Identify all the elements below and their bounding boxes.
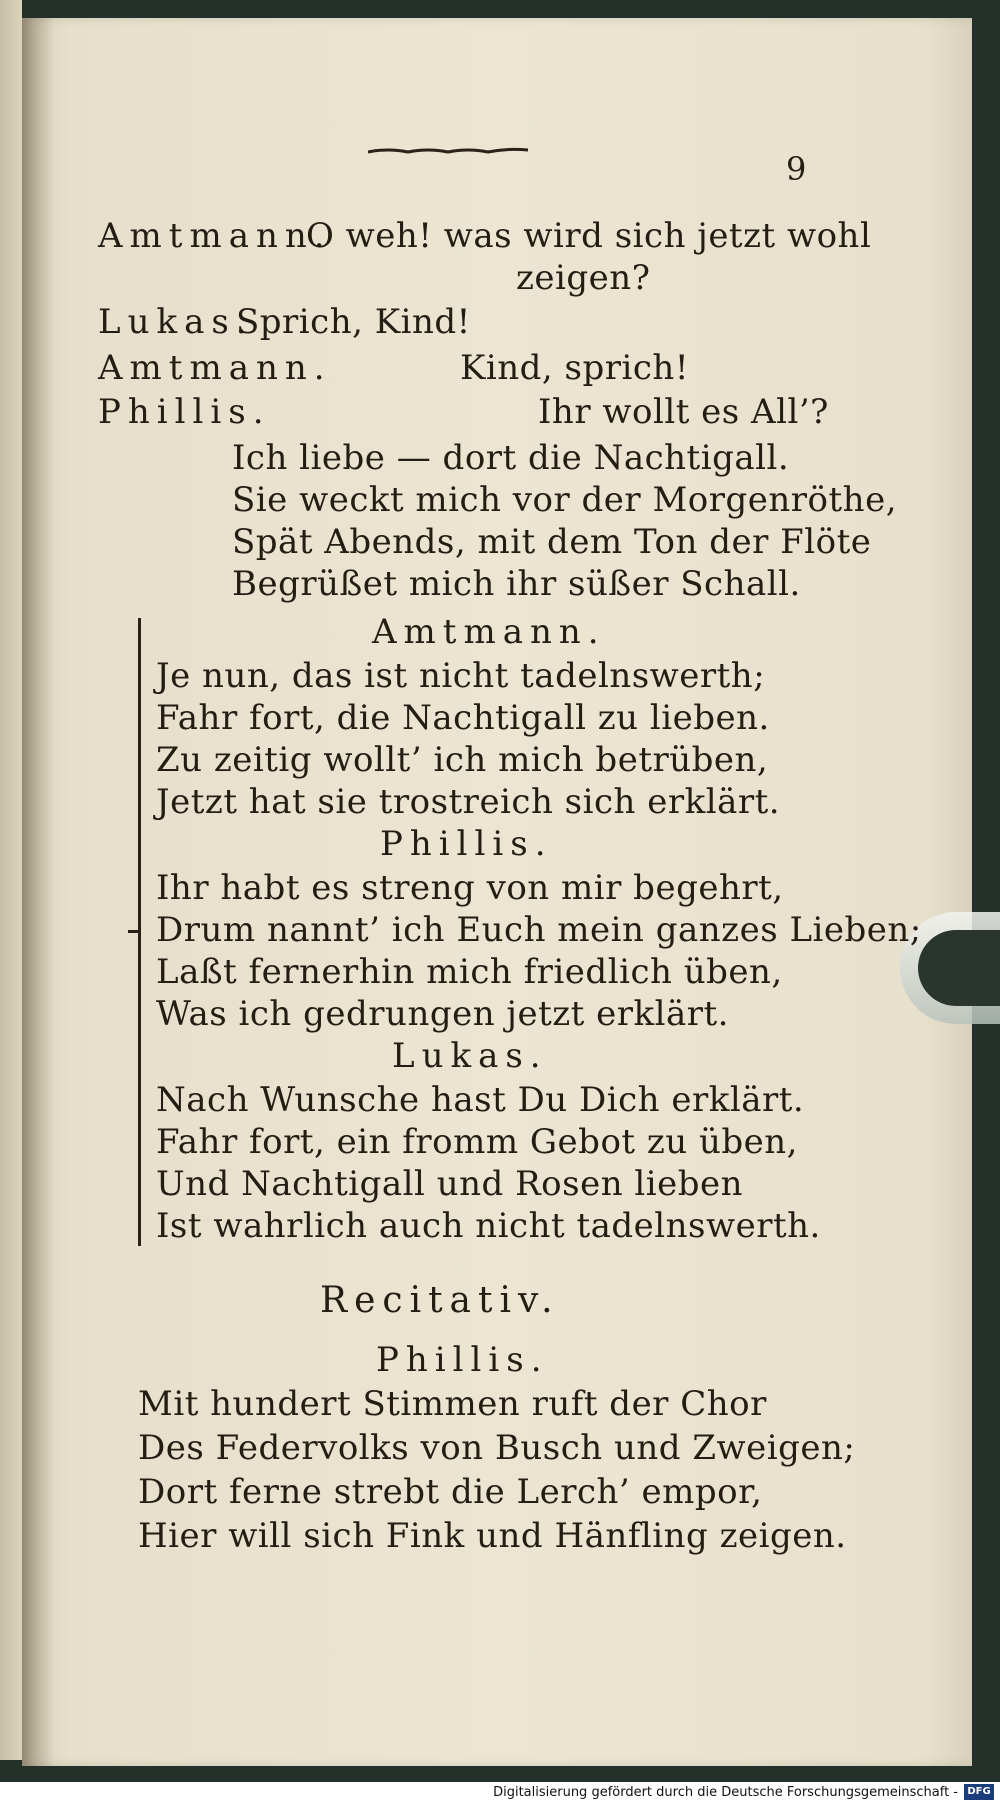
verse-line: Des Federvolks von Busch und Zweigen; — [138, 1428, 856, 1468]
speaker-heading: Phillis. — [376, 1340, 549, 1380]
dialogue-line: Kind, sprich! — [460, 348, 689, 388]
previous-page-edge — [0, 0, 22, 1760]
dfg-logo: DFG — [964, 1784, 994, 1800]
dialogue-line: Ihr wollt es All’? — [538, 392, 829, 432]
verse-line: Drum nannt’ ich Euch mein ganzes Lieben; — [156, 910, 922, 950]
verse-line: Jetzt hat sie trostreich sich erklärt. — [156, 782, 781, 822]
page-number: 9 — [786, 150, 807, 188]
verse-line: Sie weckt mich vor der Morgenröthe, — [232, 480, 898, 520]
verse-line: Zu zeitig wollt’ ich mich betrüben, — [156, 740, 769, 780]
verse-line: Nach Wunsche hast Du Dich erklärt. — [156, 1080, 805, 1120]
verse-line: Was ich gedrungen jetzt erklärt. — [156, 994, 729, 1034]
speaker-label: Phillis. — [98, 392, 271, 432]
speaker-heading: Phillis. — [380, 824, 553, 864]
dialogue-line: Sprich, Kind! — [236, 302, 471, 342]
verse-line: Hier will sich Fink und Hänfling zeigen. — [138, 1516, 847, 1556]
gutter-shadow — [22, 18, 54, 1766]
speaker-heading: Amtmann. — [372, 612, 606, 652]
speaker-label: Amtmann. — [98, 216, 332, 256]
verse-line: Begrüßet mich ihr süßer Schall. — [232, 564, 801, 604]
verse-line: Spät Abends, mit dem Ton der Flöte — [232, 522, 872, 562]
verse-line: Fahr fort, die Nachtigall zu lieben. — [156, 698, 770, 738]
page-clip-opening — [918, 930, 1000, 1006]
verse-line: Ich liebe — dort die Nachtigall. — [232, 438, 790, 478]
verse-line: Und Nachtigall und Rosen lieben — [156, 1164, 744, 1204]
verse-line: Ihr habt es streng von mir begehrt, — [156, 868, 784, 908]
speaker-label: Amtmann. — [98, 348, 332, 388]
verse-line: Je nun, das ist nicht tadelnswerth; — [156, 656, 766, 696]
verse-line: Laßt fernerhin mich friedlich üben, — [156, 952, 783, 992]
verse-line: Ist wahrlich auch nicht tadelnswerth. — [156, 1206, 821, 1246]
ensemble-bracket-tip — [128, 930, 140, 941]
speaker-label: Lukas. — [98, 302, 254, 342]
dialogue-line: O weh! was wird sich jetzt wohl — [306, 216, 872, 256]
dialogue-line: zeigen? — [516, 258, 651, 298]
verse-line: Fahr fort, ein fromm Gebot zu üben, — [156, 1122, 798, 1162]
section-heading: Recitativ. — [320, 1280, 560, 1321]
digitization-credit: Digitalisierung gefördert durch die Deutsche Forschungsgemeinschaft - — [493, 1785, 958, 1800]
header-ornament — [368, 146, 528, 156]
verse-line: Mit hundert Stimmen ruft der Chor — [138, 1384, 767, 1424]
speaker-heading: Lukas. — [392, 1036, 548, 1076]
verse-line: Dort ferne strebt die Lerch’ empor, — [138, 1472, 763, 1512]
